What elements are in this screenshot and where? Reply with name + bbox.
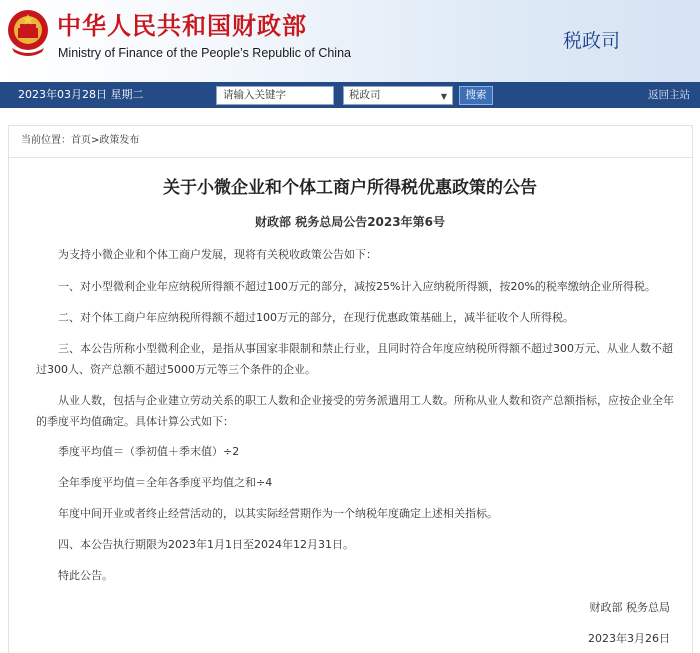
site-header bbox=[0, 0, 700, 82]
divider bbox=[9, 157, 692, 158]
search-input[interactable]: 请输入关键字 bbox=[216, 86, 334, 105]
paragraph: 二、对个体工商户年应纳税所得额不超过100万元的部分，在现行优惠政策基础上，减半征收个人所得税。 bbox=[58, 311, 574, 324]
department-name: 税政司 bbox=[563, 30, 621, 52]
nav-bar bbox=[0, 82, 700, 108]
national-emblem-icon bbox=[6, 8, 50, 56]
article-title: 关于小微企业和个体工商户所得税优惠政策的公告 bbox=[163, 178, 537, 198]
paragraph: 一、对小型微利企业年应纳税所得额不超过100万元的部分，减按25%计入应纳税所得额，按20%的税率缴纳企业所得税。 bbox=[58, 280, 656, 293]
signature: 财政部 税务总局 bbox=[589, 601, 670, 614]
paragraph: 四、本公告执行期限为2023年1月1日至2024年12月31日。 bbox=[58, 538, 354, 551]
department-select[interactable] bbox=[343, 86, 453, 105]
paragraph: 为支持小微企业和个体工商户发展，现将有关税收政策公告如下： bbox=[58, 248, 377, 261]
return-home-link[interactable]: 返回主站 bbox=[648, 89, 690, 101]
breadcrumb-separator: > bbox=[91, 135, 100, 146]
chevron-down-icon: ▼ bbox=[440, 92, 447, 101]
paragraph: 三、本公告所称小型微利企业，是指从事国家非限制和禁止行业，且同时符合年度应纳税所得额不超过300万元、从业人数不超过300人、资产总额不超过5000万元等三个条件的企业。 bbox=[36, 342, 673, 376]
breadcrumb bbox=[21, 134, 139, 147]
formula: 全年季度平均值＝全年各季度平均值之和÷4 bbox=[58, 476, 273, 489]
search-button[interactable]: 搜索 bbox=[459, 86, 493, 105]
current-date: 2023年03月28日 星期二 bbox=[18, 88, 144, 101]
paragraph: 从业人数，包括与企业建立劳动关系的职工人数和企业接受的劳务派遣用工人数。所称从业人数和资产总额指标，应按企业全年的季度平均值确定。具体计算公式如下： bbox=[36, 394, 674, 428]
article-number: 财政部 税务总局公告2023年第6号 bbox=[255, 215, 445, 229]
signature-date: 2023年3月26日 bbox=[588, 632, 670, 645]
site-subtitle: Ministry of Finance of the People’s Republic of China bbox=[58, 46, 351, 60]
breadcrumb-home-link[interactable]: 首页 bbox=[71, 135, 91, 146]
breadcrumb-label: 当前位置： bbox=[21, 135, 71, 146]
site-title: 中华人民共和国财政部 bbox=[57, 12, 307, 40]
formula: 季度平均值＝（季初值＋季末值）÷2 bbox=[58, 445, 240, 458]
paragraph: 特此公告。 bbox=[58, 569, 113, 582]
department-select-value: 税政司 bbox=[349, 89, 381, 101]
breadcrumb-current-link[interactable]: 政策发布 bbox=[99, 135, 140, 146]
paragraph: 年度中间开业或者终止经营活动的，以其实际经营期作为一个纳税年度确定上述相关指标。 bbox=[58, 507, 498, 520]
